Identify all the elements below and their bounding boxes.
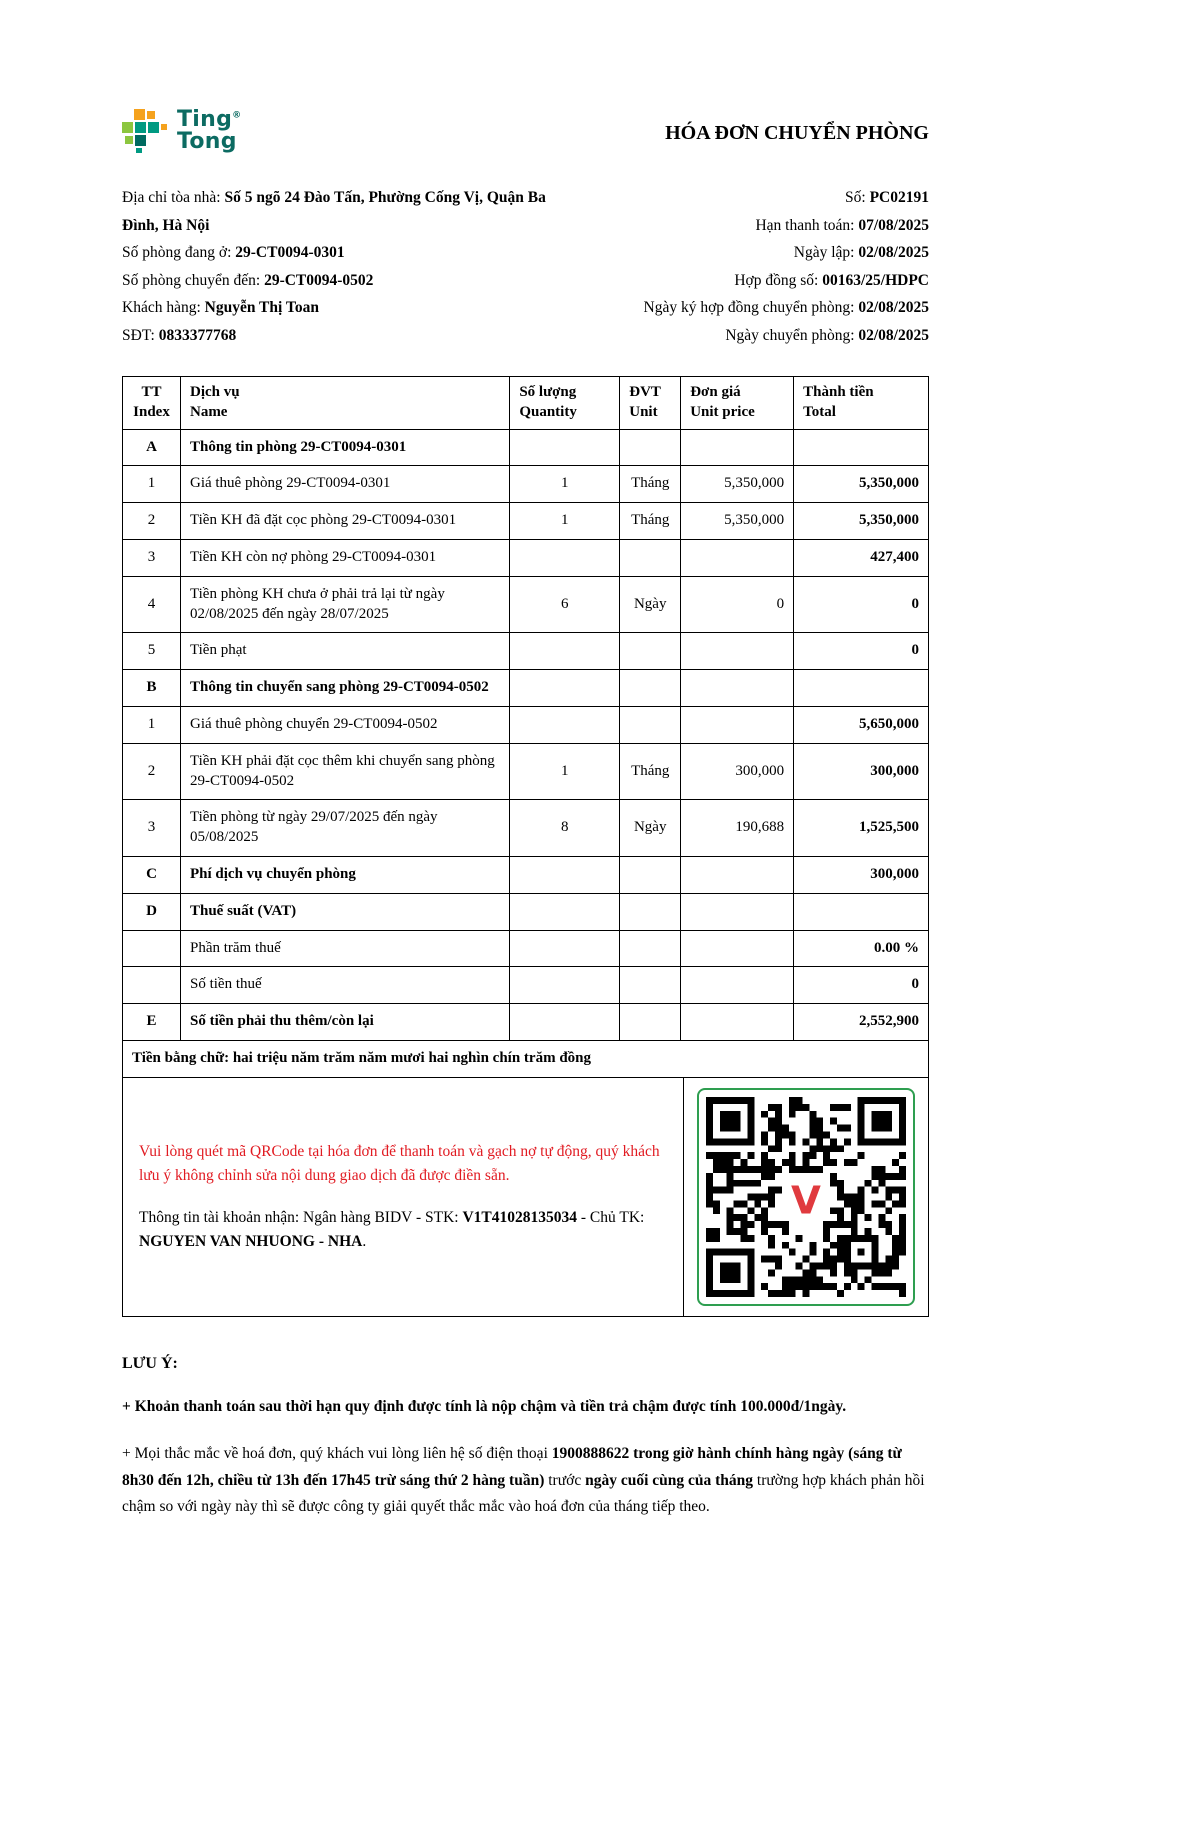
cell-total: 1,525,500 — [794, 800, 929, 857]
cell-unit: Ngày — [620, 800, 681, 857]
cell-index: 2 — [123, 743, 181, 800]
brand-line-1: Ting® — [177, 106, 242, 132]
cell-total — [794, 893, 929, 930]
payment-section — [122, 1077, 929, 1317]
invoice-item-row — [123, 930, 929, 967]
qr-payment-notice: Vui lòng quét mã QRCode tại hóa đơn để thanh toán và gạch nợ tự động, quý khách lưu ý không chỉnh sửa nội dung giao dịch đã được điền sẵn. — [139, 1142, 660, 1184]
cell-unit — [620, 429, 681, 466]
header-quantity: Số lượng Quantity — [510, 377, 620, 430]
cell-name: Phí dịch vụ chuyển phòng — [180, 856, 509, 893]
info-label: Khách hàng: — [122, 299, 205, 316]
info-label: Hợp đồng số: — [734, 271, 823, 289]
cell-name: Tiền phạt — [180, 633, 509, 670]
cell-unit — [620, 856, 681, 893]
info-value: 02/08/2025 — [858, 299, 929, 316]
text-bold-segment: 1900888622 trong giờ hành chính hàng ngày (sáng từ 8h30 đến 12h, chiều từ 13h đến 17h45 trừ sáng thứ 2 hàng tuần) — [122, 1445, 902, 1489]
cell-index: 1 — [123, 706, 181, 743]
cell-name: Giá thuê phòng chuyển 29-CT0094-0502 — [180, 706, 509, 743]
notes-heading: LƯU Ý: — [122, 1354, 178, 1372]
info-line — [644, 322, 929, 350]
info-line — [122, 322, 574, 350]
note-late-payment: + Khoản thanh toán sau thời hạn quy định được tính là nộp chậm và tiền trả chậm được tính 100.000đ/1ngày. — [122, 1397, 847, 1415]
text-segment: - Chủ TK: — [577, 1208, 645, 1226]
info-value: Số 5 ngõ 24 Đào Tấn, Phường Cống Vị, Quận Ba Đình, Hà Nội — [122, 189, 546, 234]
cell-index: D — [123, 893, 181, 930]
info-value: 02/08/2025 — [858, 326, 929, 344]
cell-unit: Tháng — [620, 503, 681, 540]
cell-unit — [620, 633, 681, 670]
info-value: Nguyễn Thị Toan — [204, 299, 319, 316]
invoice-title: HÓA ĐƠN CHUYỂN PHÒNG — [665, 122, 929, 144]
cell-price — [681, 967, 794, 1004]
invoice-info — [122, 184, 929, 349]
invoice-item-row — [123, 466, 929, 503]
cell-price — [681, 930, 794, 967]
cell-price — [681, 856, 794, 893]
invoice-section-row — [123, 893, 929, 930]
cell-name: Tiền KH đã đặt cọc phòng 29-CT0094-0301 — [180, 503, 509, 540]
header-total: Thành tiền Total — [794, 377, 929, 430]
cell-price — [681, 633, 794, 670]
cell-price — [681, 670, 794, 707]
cell-total: 2,552,900 — [794, 1004, 929, 1041]
invoice-item-row — [123, 633, 929, 670]
cell-qty: 1 — [510, 743, 620, 800]
info-label: Ngày lập: — [793, 244, 859, 261]
customer-info-block — [122, 184, 574, 349]
info-line — [122, 267, 574, 295]
payment-account-info — [139, 1206, 681, 1254]
amount-in-words-row — [123, 1040, 929, 1077]
cell-total — [794, 429, 929, 466]
info-label: Ngày ký hợp đồng chuyển phòng: — [643, 299, 859, 316]
info-label: Hạn thanh toán: — [755, 216, 859, 234]
cell-name: Phần trăm thuế — [180, 930, 509, 967]
cell-index — [123, 930, 181, 967]
cell-total — [794, 670, 929, 707]
info-line — [122, 294, 574, 322]
cell-qty — [510, 633, 620, 670]
header-index: TT Index — [123, 377, 181, 430]
tingtong-logo-icon — [122, 108, 168, 154]
cell-index: 3 — [123, 800, 181, 857]
cell-index: 4 — [123, 576, 181, 633]
cell-qty — [510, 429, 620, 466]
brand-line-2: Tong — [177, 129, 237, 154]
invoice-section-row — [123, 429, 929, 466]
cell-unit — [620, 893, 681, 930]
cell-qty — [510, 856, 620, 893]
invoice-item-row — [123, 539, 929, 576]
cell-price — [681, 539, 794, 576]
cell-qty: 8 — [510, 800, 620, 857]
cell-total: 0 — [794, 967, 929, 1004]
qr-cell — [683, 1078, 928, 1316]
header-unit: ĐVT Unit — [620, 377, 681, 430]
cell-price: 5,350,000 — [681, 466, 794, 503]
invoice-meta-block — [644, 184, 929, 349]
text-segment: Thông tin tài khoản nhận: Ngân hàng BIDV - STK: — [139, 1208, 463, 1226]
text-bold-segment: ngày cuối cùng của tháng — [585, 1471, 754, 1489]
cell-total: 0.00 % — [794, 930, 929, 967]
invoice-section-row — [123, 670, 929, 707]
cell-price: 5,350,000 — [681, 503, 794, 540]
cell-qty — [510, 893, 620, 930]
cell-index: E — [123, 1004, 181, 1041]
cell-name: Thông tin chuyển sang phòng 29-CT0094-0502 — [180, 670, 509, 707]
info-label: Số phòng đang ở: — [122, 244, 236, 261]
invoice-page — [122, 0, 929, 1521]
invoice-item-row — [123, 967, 929, 1004]
cell-name: Số tiền phải thu thêm/còn lại — [180, 1004, 509, 1041]
invoice-table-body — [123, 429, 929, 1077]
cell-unit — [620, 539, 681, 576]
invoice-item-row — [123, 800, 929, 857]
cell-qty — [510, 967, 620, 1004]
info-value: 07/08/2025 — [858, 216, 929, 234]
cell-total: 5,350,000 — [794, 503, 929, 540]
cell-price — [681, 1004, 794, 1041]
cell-name: Tiền phòng KH chưa ở phải trả lại từ ngày 02/08/2025 đến ngày 28/07/2025 — [180, 576, 509, 633]
info-line — [644, 294, 929, 322]
svg-text:V: V — [791, 1178, 821, 1224]
cell-price: 0 — [681, 576, 794, 633]
text-segment: + Mọi thắc mắc về hoá đơn, quý khách vui lòng liên hệ số điện thoại — [122, 1445, 552, 1463]
info-line — [644, 239, 929, 267]
registered-mark: ® — [232, 110, 242, 121]
note-contact — [122, 1441, 929, 1521]
cell-index: 2 — [123, 503, 181, 540]
cell-qty: 1 — [510, 466, 620, 503]
cell-name: Tiền phòng từ ngày 29/07/2025 đến ngày 05/08/2025 — [180, 800, 509, 857]
header-unit-price: Đơn giá Unit price — [681, 377, 794, 430]
payment-instructions — [123, 1078, 683, 1316]
info-line — [644, 212, 929, 240]
info-line — [644, 184, 929, 212]
cell-total: 300,000 — [794, 856, 929, 893]
cell-unit — [620, 1004, 681, 1041]
cell-unit — [620, 670, 681, 707]
cell-price: 190,688 — [681, 800, 794, 857]
info-value: 29-CT0094-0301 — [235, 244, 345, 261]
cell-qty — [510, 706, 620, 743]
cell-index: 5 — [123, 633, 181, 670]
cell-index: C — [123, 856, 181, 893]
cell-index: A — [123, 429, 181, 466]
text-segment: . — [362, 1232, 367, 1250]
invoice-section-row — [123, 856, 929, 893]
cell-total: 0 — [794, 633, 929, 670]
cell-unit — [620, 930, 681, 967]
notes-section — [122, 1355, 929, 1521]
cell-unit — [620, 706, 681, 743]
text-bold-segment: V1T41028135034 — [462, 1208, 577, 1226]
cell-total: 427,400 — [794, 539, 929, 576]
info-label: SĐT: — [122, 326, 159, 344]
invoice-table — [122, 376, 929, 1078]
cell-name: Số tiền thuế — [180, 967, 509, 1004]
cell-total: 300,000 — [794, 743, 929, 800]
header-service-name: Dịch vụ Name — [180, 377, 509, 430]
text-segment: trước — [544, 1471, 586, 1489]
cell-total: 0 — [794, 576, 929, 633]
invoice-section-row — [123, 1004, 929, 1041]
cell-index — [123, 967, 181, 1004]
cell-unit: Tháng — [620, 743, 681, 800]
info-label: Địa chỉ tòa nhà: — [122, 189, 225, 206]
info-label: Số phòng chuyển đến: — [122, 271, 265, 289]
page-header — [122, 108, 929, 154]
cell-name: Tiền KH phải đặt cọc thêm khi chuyển sang phòng 29-CT0094-0502 — [180, 743, 509, 800]
cell-index: B — [123, 670, 181, 707]
cell-name: Tiền KH còn nợ phòng 29-CT0094-0301 — [180, 539, 509, 576]
cell-unit: Tháng — [620, 466, 681, 503]
cell-total: 5,650,000 — [794, 706, 929, 743]
cell-price — [681, 706, 794, 743]
cell-unit: Ngày — [620, 576, 681, 633]
invoice-item-row — [123, 743, 929, 800]
info-line — [122, 239, 574, 267]
cell-index: 1 — [123, 466, 181, 503]
info-value: 0833377768 — [158, 326, 237, 344]
info-value: PC02191 — [869, 189, 929, 206]
info-value: 29-CT0094-0502 — [264, 271, 374, 289]
info-line — [644, 267, 929, 295]
cell-qty — [510, 539, 620, 576]
cell-price: 300,000 — [681, 743, 794, 800]
info-value: 02/08/2025 — [858, 244, 929, 261]
cell-name: Thông tin phòng 29-CT0094-0301 — [180, 429, 509, 466]
cell-unit — [620, 967, 681, 1004]
invoice-item-row — [123, 576, 929, 633]
brand-wordmark — [177, 106, 242, 154]
payment-qr-code — [706, 1097, 906, 1297]
cell-name: Thuế suất (VAT) — [180, 893, 509, 930]
text-bold-segment: NGUYEN VAN NHUONG - NHA — [139, 1232, 363, 1250]
amount-in-words: Tiền bằng chữ: hai triệu năm trăm năm mươi hai nghìn chín trăm đồng — [123, 1040, 929, 1077]
info-label: Số: — [845, 189, 870, 206]
cell-name: Giá thuê phòng 29-CT0094-0301 — [180, 466, 509, 503]
cell-qty — [510, 1004, 620, 1041]
cell-qty — [510, 930, 620, 967]
brand-logo — [122, 108, 241, 154]
invoice-table-header-row — [123, 377, 929, 430]
cell-price — [681, 893, 794, 930]
qr-frame — [697, 1088, 915, 1306]
info-line — [122, 184, 574, 239]
invoice-item-row — [123, 503, 929, 540]
info-value: 00163/25/HDPC — [822, 271, 929, 289]
cell-total: 5,350,000 — [794, 466, 929, 503]
cell-qty: 1 — [510, 503, 620, 540]
cell-qty — [510, 670, 620, 707]
text-segment: trường hợp khách phản hồi chậm so với ngày này thì sẽ được công ty giải quyết thắc mắc vào hoá đơn của tháng tiếp theo. — [122, 1471, 925, 1516]
cell-qty: 6 — [510, 576, 620, 633]
invoice-item-row — [123, 706, 929, 743]
cell-index: 3 — [123, 539, 181, 576]
info-label: Ngày chuyển phòng: — [725, 326, 859, 344]
cell-price — [681, 429, 794, 466]
